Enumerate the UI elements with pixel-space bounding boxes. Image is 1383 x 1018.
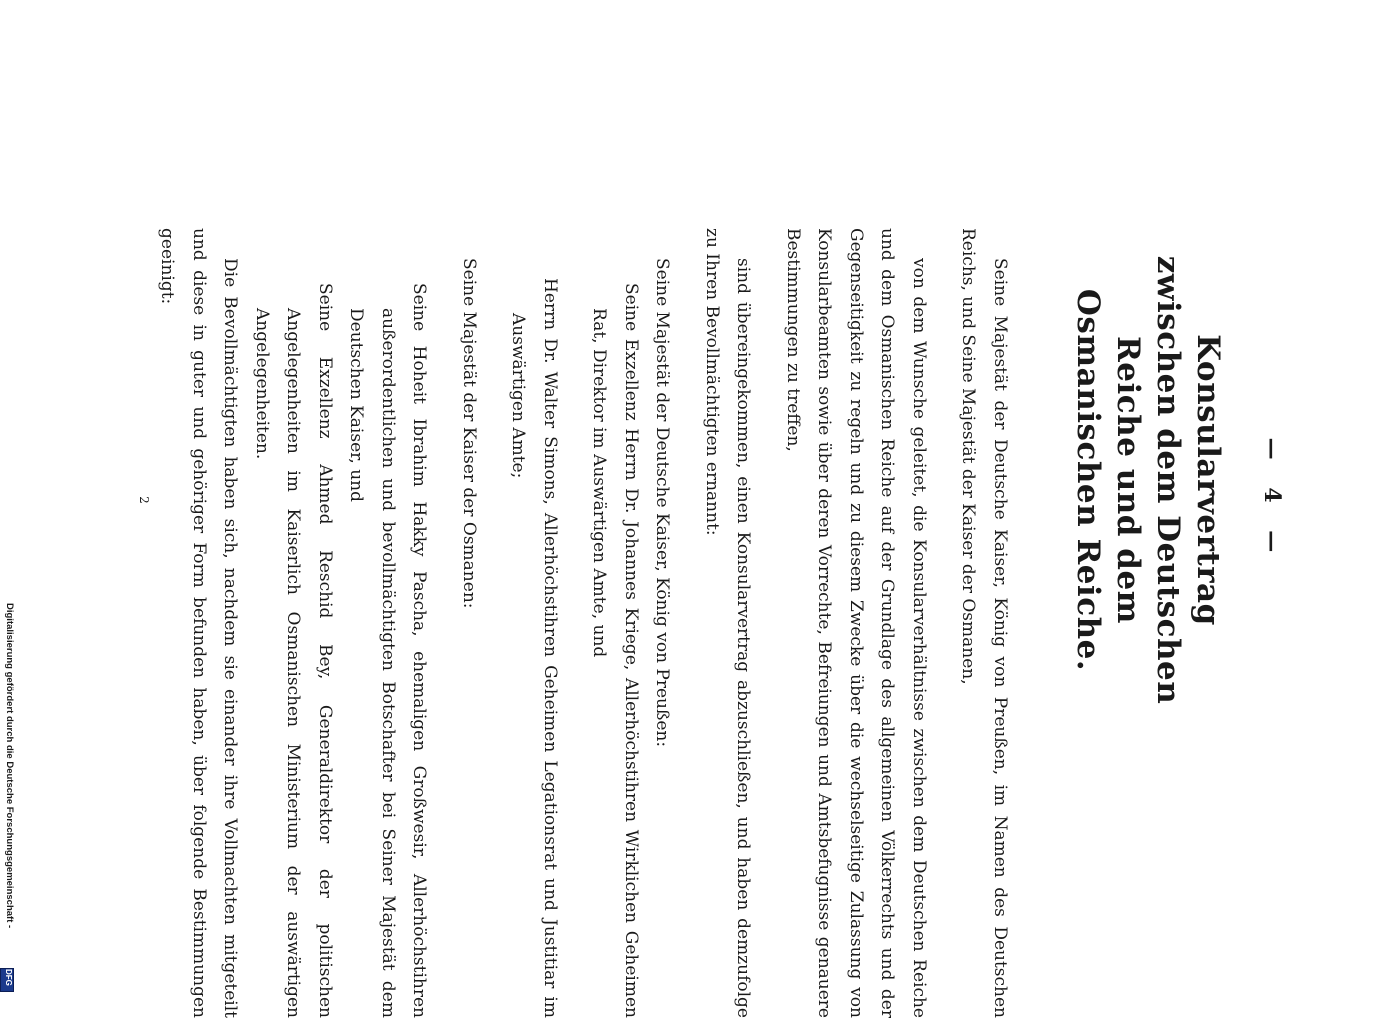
paragraph-purpose: von dem Wunsche geleitet, die Konsularverhältnisse zwischen dem Deutschen Reiche und dem Osmanischen Reiche auf der Grundlage des allgemeinen Völkerrechts und der Gegenseitigkeit zu regeln und zu diesem Zwecke über die wechselseitige Zulassung von Konsularbeamten sowie über deren Vorrechte, Befreiungen und Amtsbefugnisse genauere Bestimmungen zu treffen,: [783, 228, 929, 1018]
ottoman-plenipotentiary-1: Seine Hoheit Ibrahim Hakky Pascha, ehemaligen Großwesir, Allerhöchstihren außerordentlichen und bevollmächtigten Botschafter bei Seiner Majestät dem Deutschen Kaiser, und: [346, 283, 430, 1018]
paragraph-agreement: sind übereingekommen, einen Konsularvertrag abzuschließen, und haben demzufolge zu Ihren Bevollmächtigten ernannt:: [702, 228, 754, 1018]
digitization-credit-text: Digitalisierung gefördert durch die Deutsche Forschungsgemeinschaft -: [4, 603, 15, 929]
paragraph-closing: Die Bevollmächtigten haben sich, nachdem sie einander ihre Vollmachten mitgeteilt und diese in guter und gehöriger Form befunden haben, über folgende Bestimmungen geeinigt:: [157, 228, 241, 1018]
sheet-number: 2: [137, 496, 151, 504]
page-number: — 4 —: [1259, 437, 1285, 563]
ottoman-plenipotentiaries-heading: Seine Majestät der Kaiser der Osmanen:: [459, 258, 479, 609]
paragraph-preamble: Seine Majestät der Deutsche Kaiser, König von Preußen, im Namen des Deutschen Reichs, und Seine Majestät der Kaiser der Osmanen,: [958, 228, 1010, 1018]
dfg-logo-text: DFG: [4, 969, 13, 986]
german-plenipotentiaries-heading: Seine Majestät der Deutsche Kaiser, König von Preußen:: [652, 258, 673, 748]
document-title: [1068, 200, 1228, 760]
title-line-3: Osmanischen Reiche.: [1070, 288, 1106, 672]
digitization-credit: [3, 603, 15, 993]
title-line-2: zwischen dem Deutschen Reiche und dem: [1110, 255, 1186, 705]
dfg-logo: [0, 968, 14, 992]
german-plenipotentiary-2: Herrn Dr. Walter Simons, Allerhöchstihren Geheimen Legationsrat und Justitiar im Auswärtigen Amte;: [508, 278, 560, 1018]
document-body: [151, 228, 1015, 1018]
ottoman-plenipotentiary-2: Seine Exzellenz Ahmed Reschid Bey, Generaldirektor der politischen Angelegenheiten im Kaiserlich Osmanischen Ministerium der auswärtigen Angelegenheiten.: [252, 283, 335, 1018]
german-plenipotentiary-1: Seine Exzellenz Herrn Dr. Johannes Kriege, Allerhöchstihren Wirklichen Geheimen Rat, Direktor im Auswärtigen Amte, und: [589, 283, 641, 1018]
title-line-1: Konsularvertrag: [1190, 334, 1226, 626]
